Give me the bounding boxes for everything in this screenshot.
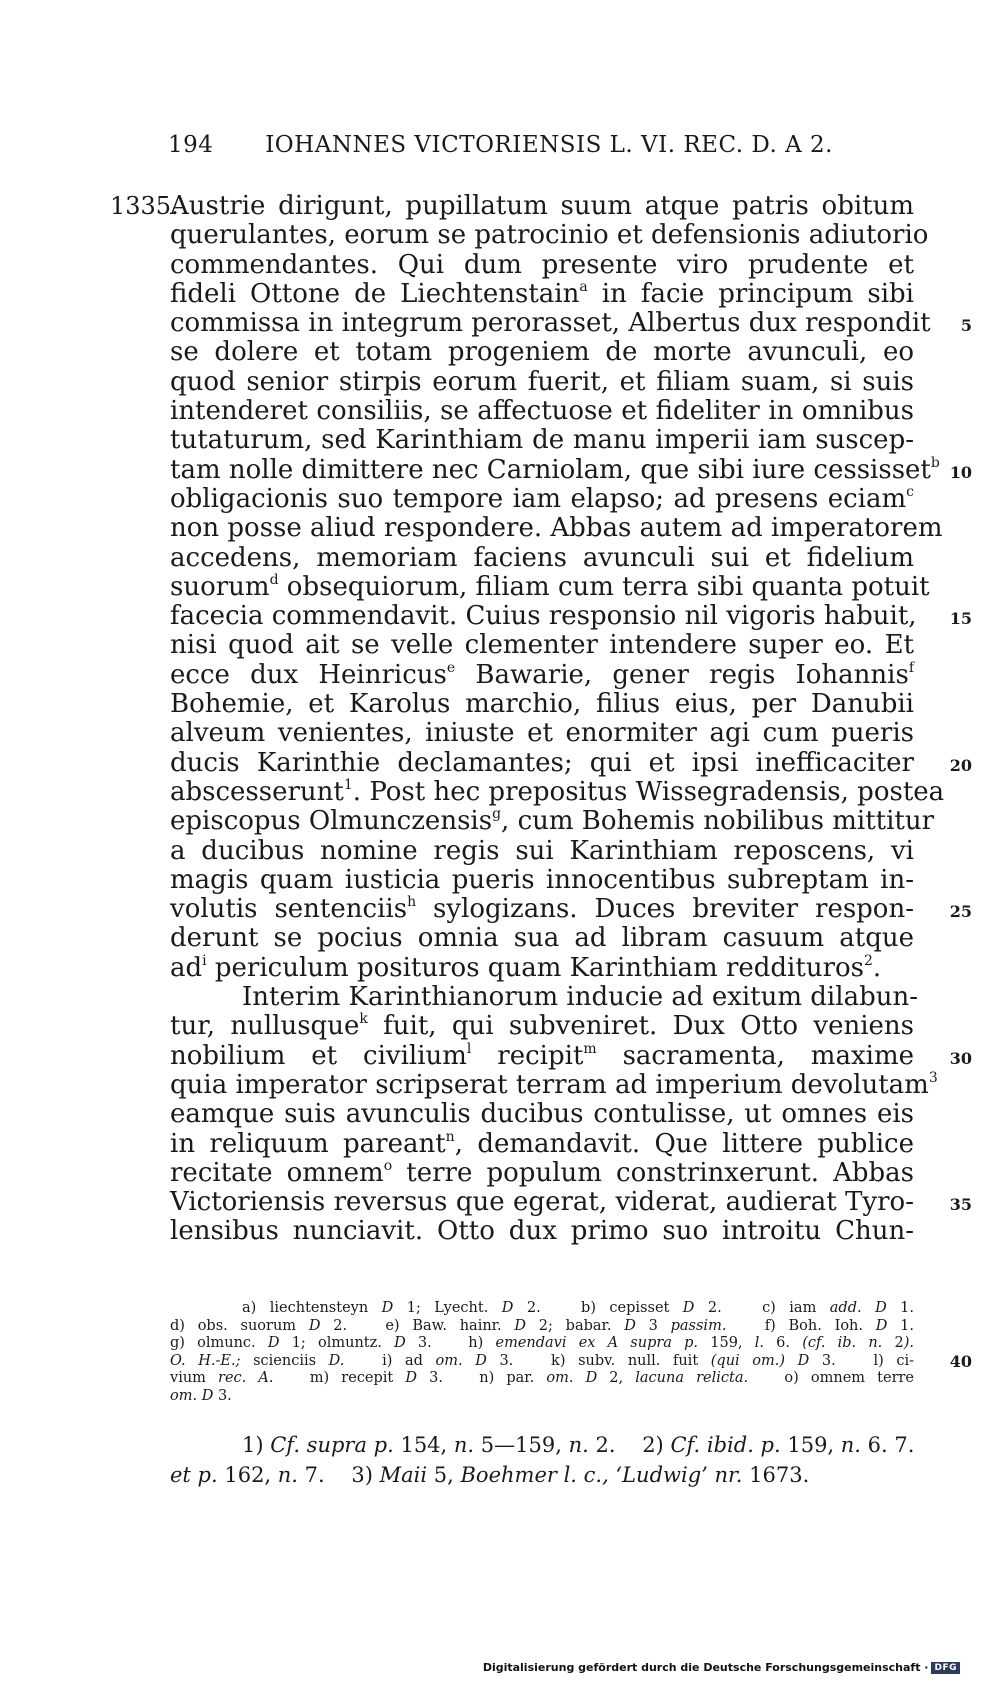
digitization-credit <box>483 1661 960 1674</box>
line-number: 15 <box>949 609 972 629</box>
running-title: IOHANNES VICTORIENSIS L. VI. REC. D. A 2. <box>265 132 833 158</box>
apparatus-line: g) olmunc. D 1; olmuntz. D 3. h) emendavi ex A supra p. 159, l. 6. (cf. ib. n. 2). <box>170 1335 914 1352</box>
apparatus-line: vium rec. A. m) recepit D 3. n) par. om. D 2, lacuna relicta. o) omnem terre <box>170 1370 915 1387</box>
page-number: 194 <box>168 132 214 158</box>
text-line: Bohemie, et Karolus marchio, filius eius, per Danubii <box>170 689 914 720</box>
text-line: episcopus Olmunczensis$^g$, cum Bohemis nobilibus mittitur <box>170 806 935 837</box>
text-line: se dolere et totam progeniem de morte avunculi, eo <box>170 337 914 368</box>
year-marginal: 1335. <box>110 192 179 220</box>
text-line: alveum venientes, iniuste et enormiter agi cum pueris <box>170 718 914 749</box>
text-line: accedens, memoriam faciens avunculi sui et fidelium <box>170 542 914 573</box>
text-line: in reliquum pareant$^n$, demandavit. Que littere publice <box>170 1128 914 1159</box>
text-line: eamque suis avunculis ducibus contulisse, ut omnes eis <box>170 1099 914 1130</box>
text-line: querulantes, eorum se patrocinio et defensionis adiutorio <box>170 220 929 251</box>
apparatus-line: om. D 3. <box>170 1387 232 1404</box>
text-line: suorum$^d$ obsequiorum, filiam cum terra sibi quanta potuit <box>170 571 930 602</box>
line-number: 35 <box>949 1195 972 1215</box>
apparatus-line: d) obs. suorum D 2. e) Baw. hainr. D 2; babar. D 3 passim. f) Boh. Ioh. D 1. <box>170 1317 915 1334</box>
text-line: derunt se pocius omnia sua ad libram casuum atque <box>170 923 914 954</box>
text-line: commissa in integrum perorasset, Albertus dux respondit <box>170 308 931 339</box>
text-line: obligacionis suo tempore iam elapso; ad presens eciam$^c$ <box>170 483 914 514</box>
text-line: lensibus nunciavit. Otto dux primo suo introitu Chun- <box>170 1216 914 1247</box>
text-line: non posse aliud respondere. Abbas autem ad imperatorem <box>170 513 943 544</box>
text-line: nisi quod ait se velle clementer intendere super eo. Et <box>170 630 914 661</box>
text-line: a ducibus nomine regis sui Karinthiam reposcens, vi <box>170 835 914 866</box>
text-line: facecia commendavit. Cuius responsio nil vigoris habuit, <box>170 601 917 632</box>
text-line: $ad^i$ periculum posituros quam Karinthiam reddituros$^2$. <box>170 952 882 983</box>
text-line: magis quam iusticia pueris innocentibus subreptam in- <box>170 864 914 895</box>
text-line: ducis Karinthie declamantes; qui et ipsi inefficaciter <box>170 747 914 778</box>
line-number: 5 <box>960 316 972 336</box>
text-line: recitate omnem$^o$ terre populum constrinxerunt. Abbas <box>170 1157 914 1188</box>
dfg-logo-icon: DFG <box>931 1662 960 1674</box>
main-text <box>110 191 972 1247</box>
text-line: volutis sentenciis$^h$ sylogizans. Duces breviter respon- <box>170 894 914 925</box>
line-number: 40 <box>949 1351 972 1371</box>
line-number: 20 <box>949 755 972 775</box>
text-line: abscesserunt$^1$. Post hec prepositus Wissegradensis, postea <box>170 776 945 807</box>
text-line: tur, nullusque$^k$ fuit, qui subveniret. Dux Otto veniens <box>170 1011 914 1042</box>
text-line: Interim Karinthianorum inducie ad exitum dilabun- <box>242 982 918 1013</box>
line-number: 25 <box>949 902 972 922</box>
note-line: 1) Cf. supra p. 154, n. 5—159, n. 2. 2) Cf. ibid. p. 159, n. 6. 7. <box>242 1433 915 1457</box>
text-line: fideli Ottone de Liechtenstain$^a$ in facie principum sibi <box>170 278 914 309</box>
text-line: intenderet consiliis, se affectuose et fideliter in omnibus <box>170 396 914 427</box>
text-line: quia imperator scripserat terram ad imperium devolutam$^3$ <box>170 1069 938 1100</box>
apparatus-line: a) liechtensteyn D 1; Lyecht. D 2. b) cepisset D 2. c) iam add. D 1. <box>242 1300 914 1316</box>
historical-notes <box>170 1430 914 1490</box>
critical-apparatus <box>170 1300 972 1406</box>
apparatus-line: O. H.-E.; scienciis D. i) ad om. D 3. k) subv. null. fuit (qui om.) D 3. l) ci- <box>170 1352 914 1369</box>
text-line: tutaturum, sed Karinthiam de manu imperii iam suscep- <box>170 425 914 456</box>
line-number: 10 <box>949 462 972 482</box>
text-line: commendantes. Qui dum presente viro prudente et <box>170 249 914 280</box>
text-line: Victoriensis reversus que egerat, viderat, audierat Tyro- <box>170 1187 914 1218</box>
note-line: et p. 162, n. 7. 3) Maii 5, Boehmer l. c., ‘Ludwig’ nr. 1673. <box>170 1463 810 1487</box>
text-line: nobilium et civilium$^l$ recipit$^m$ sacramenta, maxime <box>170 1040 914 1071</box>
text-line: Austrie dirigunt, pupillatum suum atque patris obitum <box>170 191 914 221</box>
credit-text: Digitalisierung gefördert durch die Deutsche Forschungsgemeinschaft · <box>482 1661 929 1674</box>
running-header <box>168 132 928 158</box>
text-line: ecce dux Heinricus$^e$ Bawarie, gener regis Iohannis$^f$ <box>170 659 914 690</box>
text-line: tam nolle dimittere nec Carniolam, que sibi iure cessisset$^b$ <box>170 454 940 485</box>
text-line: quod senior stirpis eorum fuerit, et filiam suam, si suis <box>170 366 914 397</box>
line-number: 30 <box>949 1048 972 1068</box>
